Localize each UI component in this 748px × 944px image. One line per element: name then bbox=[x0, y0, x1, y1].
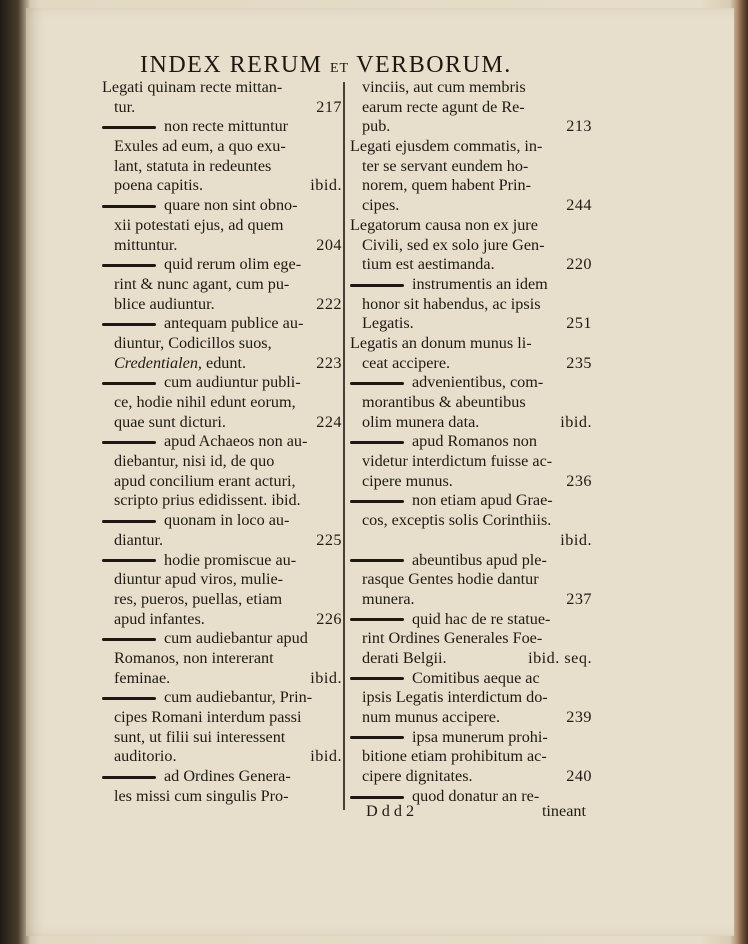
index-line-body bbox=[362, 117, 390, 137]
header-conjunction: ET bbox=[330, 61, 350, 76]
index-line-text: Legatis an donum munus li- bbox=[350, 333, 532, 352]
index-line bbox=[350, 570, 592, 590]
index-line-text: ad Ordines Genera- bbox=[164, 767, 291, 786]
index-line bbox=[102, 216, 342, 236]
page-reference: ibid. bbox=[310, 176, 342, 195]
page-footer bbox=[366, 802, 586, 821]
index-line bbox=[102, 629, 342, 649]
index-line-body bbox=[362, 649, 447, 669]
index-line bbox=[102, 531, 342, 551]
page-reference: 220 bbox=[566, 255, 592, 274]
index-line-body bbox=[362, 472, 453, 492]
index-line-body bbox=[114, 295, 215, 315]
index-line bbox=[350, 649, 592, 669]
index-line-text: Comitibus aeque ac bbox=[412, 668, 540, 687]
page-reference: 217 bbox=[316, 97, 342, 116]
index-line-text: pub. bbox=[362, 117, 391, 136]
index-line-body bbox=[362, 196, 399, 216]
index-line-text: scripto prius edidissent. ibid. bbox=[114, 491, 301, 510]
index-line-text: cipes. bbox=[362, 196, 400, 215]
index-line-text: les missi cum singulis Pro- bbox=[114, 786, 289, 805]
index-line bbox=[350, 255, 592, 275]
index-line-text: apud infantes. bbox=[114, 609, 205, 628]
index-line-text: hodie promiscue au- bbox=[164, 550, 297, 569]
index-line bbox=[350, 137, 592, 157]
index-line bbox=[102, 688, 342, 708]
index-line bbox=[102, 98, 342, 118]
index-line-text: cipes Romani interdum passi bbox=[114, 708, 302, 726]
page-reference: 224 bbox=[316, 412, 342, 431]
index-line-text: tium est aestimanda. bbox=[362, 255, 495, 274]
index-line-text: quid rerum olim ege- bbox=[164, 255, 302, 274]
ditto-dash bbox=[102, 776, 156, 779]
page-reference: 226 bbox=[316, 609, 342, 628]
index-line-text: non recte mittuntur bbox=[164, 117, 289, 136]
index-line-body bbox=[114, 531, 163, 551]
ditto-dash bbox=[102, 205, 156, 208]
index-line-text: ter se servant eundem ho- bbox=[362, 156, 529, 175]
index-line bbox=[102, 432, 342, 452]
ditto-dash bbox=[350, 382, 404, 385]
index-line-text: abeuntibus apud ple- bbox=[412, 550, 547, 569]
index-line-text: earum recte agunt de Re- bbox=[362, 97, 525, 116]
index-line-text: bitione etiam prohibitum ac- bbox=[362, 747, 547, 766]
index-line bbox=[102, 452, 342, 472]
ditto-dash bbox=[350, 618, 404, 621]
index-line bbox=[350, 78, 592, 98]
index-line-text: apud Romanos non bbox=[412, 432, 537, 451]
index-line bbox=[350, 728, 592, 748]
page-reference: 225 bbox=[316, 530, 342, 549]
index-line-text: rint & nunc agant, cum pu- bbox=[114, 274, 290, 293]
index-line-text: cum audiebantur, Prin- bbox=[164, 688, 313, 707]
index-line bbox=[350, 354, 592, 374]
page-reference: 223 bbox=[316, 353, 342, 372]
ditto-dash bbox=[102, 126, 156, 129]
ditto-dash bbox=[350, 736, 404, 739]
index-line bbox=[350, 767, 592, 787]
index-line-text: derati Belgii. bbox=[362, 648, 447, 667]
index-line-text: ce, hodie nihil edunt eorum, bbox=[114, 393, 296, 411]
index-line bbox=[102, 590, 342, 610]
index-line bbox=[102, 491, 342, 511]
index-line bbox=[102, 472, 342, 492]
index-line-text: apud Achaeos non au- bbox=[164, 432, 308, 451]
ditto-dash bbox=[102, 638, 156, 641]
index-line bbox=[102, 708, 342, 728]
index-line-text: munera. bbox=[362, 589, 415, 608]
index-line-text: auditorio. bbox=[114, 747, 177, 766]
index-line bbox=[102, 334, 342, 354]
index-line-text: Legatorum causa non ex jure bbox=[350, 215, 538, 234]
index-line bbox=[102, 255, 342, 275]
index-line bbox=[102, 728, 342, 748]
index-line-text: mittuntur. bbox=[114, 235, 178, 254]
index-column-right bbox=[350, 78, 592, 806]
page-right-edge bbox=[736, 0, 748, 944]
index-line bbox=[102, 236, 342, 256]
index-line-text: tur. bbox=[114, 97, 136, 116]
index-line bbox=[350, 157, 592, 177]
page-reference: 222 bbox=[316, 294, 342, 313]
index-line-text: advenientibus, com- bbox=[412, 373, 544, 392]
ditto-dash bbox=[350, 559, 404, 562]
index-line bbox=[350, 236, 592, 256]
index-line bbox=[350, 590, 592, 610]
index-line bbox=[102, 393, 342, 413]
page-reference: 213 bbox=[566, 117, 592, 136]
index-line bbox=[102, 78, 342, 98]
index-line bbox=[350, 531, 592, 551]
page-reference: ibid. bbox=[310, 747, 342, 766]
header-main: INDEX RERUM bbox=[140, 52, 323, 78]
page-reference: ibid. bbox=[310, 668, 342, 687]
page-reference: 204 bbox=[316, 235, 342, 254]
index-line bbox=[102, 649, 342, 669]
ditto-dash bbox=[102, 441, 156, 444]
index-line-text: cum audiuntur publi- bbox=[164, 373, 301, 392]
ditto-dash bbox=[350, 500, 404, 503]
index-line bbox=[102, 511, 342, 531]
page-reference: 240 bbox=[566, 767, 592, 786]
index-line-text: diebantur, nisi id, de quo bbox=[114, 452, 275, 471]
ditto-dash bbox=[102, 382, 156, 385]
index-line bbox=[350, 688, 592, 708]
index-line-text: quonam in loco au- bbox=[164, 511, 290, 530]
index-line-text: quod donatur an re- bbox=[412, 786, 540, 805]
index-line-text: Exules ad eum, a quo exu- bbox=[114, 137, 286, 156]
index-line-text: xii potestati ejus, ad quem bbox=[114, 215, 284, 234]
index-line-text: rint Ordines Generales Foe- bbox=[362, 629, 543, 648]
ditto-dash bbox=[350, 796, 404, 799]
index-line-text: sunt, ut filii sui interessent bbox=[114, 727, 286, 746]
index-line bbox=[350, 551, 592, 571]
index-line bbox=[350, 314, 592, 334]
page-reference: ibid. bbox=[560, 530, 592, 549]
index-line-text: Legati ejusdem commatis, in- bbox=[350, 137, 543, 156]
index-line-body bbox=[362, 354, 450, 374]
index-line-body bbox=[114, 413, 226, 433]
index-line-text: antequam publice au- bbox=[164, 314, 304, 333]
index-line-text: norem, quem habent Prin- bbox=[362, 176, 532, 195]
index-line bbox=[350, 295, 592, 315]
index-line-body bbox=[114, 747, 177, 767]
index-line-text: diuntur apud viros, mulie- bbox=[114, 570, 284, 589]
index-line bbox=[102, 570, 342, 590]
index-line-text: vinciis, aut cum membris bbox=[362, 78, 526, 96]
index-line bbox=[350, 176, 592, 196]
index-line-text: lant, statuta in redeuntes bbox=[114, 156, 272, 175]
index-line-body bbox=[114, 236, 177, 256]
ditto-dash bbox=[102, 323, 156, 326]
page-reference: ibid. seq. bbox=[528, 648, 592, 667]
ditto-dash bbox=[102, 520, 156, 523]
index-line bbox=[102, 117, 342, 137]
index-line bbox=[350, 216, 592, 236]
index-line bbox=[102, 373, 342, 393]
index-line bbox=[350, 334, 592, 354]
index-line-text: quid hac de re statue- bbox=[412, 609, 551, 628]
signature-mark: D d d 2 bbox=[366, 802, 415, 820]
index-line-text: videtur interdictum fuisse ac- bbox=[362, 452, 553, 471]
page-reference: 235 bbox=[566, 353, 592, 372]
index-line-text: Civili, sed ex solo jure Gen- bbox=[362, 235, 545, 254]
index-line-text: Legatis. bbox=[362, 314, 414, 333]
column-divider bbox=[343, 82, 345, 810]
index-line bbox=[350, 117, 592, 137]
index-line bbox=[102, 747, 342, 767]
index-column-left bbox=[102, 78, 342, 806]
page-reference: 237 bbox=[566, 589, 592, 608]
ditto-dash bbox=[102, 264, 156, 267]
index-line-text: poena capitis. bbox=[114, 176, 203, 195]
ditto-dash bbox=[102, 559, 156, 562]
index-line-body bbox=[114, 176, 203, 196]
index-line bbox=[350, 669, 592, 689]
index-line bbox=[102, 669, 342, 689]
index-line-text: cipere dignitates. bbox=[362, 767, 473, 786]
index-line-text: quae sunt dicturi. bbox=[114, 412, 226, 431]
index-line bbox=[102, 137, 342, 157]
index-line-text: instrumentis an idem bbox=[412, 274, 548, 293]
index-line-text: olim munera data. bbox=[362, 412, 480, 431]
index-line bbox=[102, 610, 342, 630]
index-line bbox=[350, 275, 592, 295]
index-line-text: cum audiebantur apud bbox=[164, 629, 308, 648]
index-line-text: ipsis Legatis interdictum do- bbox=[362, 688, 548, 707]
page-reference: 239 bbox=[566, 708, 592, 726]
index-line-text: res, pueros, puellas, etiam bbox=[114, 589, 283, 608]
index-line-text: morantibus & abeuntibus bbox=[362, 393, 526, 411]
index-line bbox=[102, 295, 342, 315]
running-header bbox=[140, 52, 560, 79]
index-line bbox=[102, 413, 342, 433]
index-line-body bbox=[362, 708, 500, 728]
index-line-text: quare non sint obno- bbox=[164, 196, 298, 215]
index-line-text: diantur. bbox=[114, 530, 164, 549]
index-line bbox=[350, 432, 592, 452]
page-reference: 251 bbox=[566, 314, 592, 333]
catchword: tineant bbox=[541, 802, 586, 820]
index-line-body bbox=[362, 314, 414, 334]
index-line bbox=[102, 157, 342, 177]
index-line-text: diuntur, Codicillos suos, bbox=[114, 333, 272, 352]
index-line-body bbox=[114, 669, 170, 689]
index-line bbox=[350, 610, 592, 630]
index-line-body bbox=[114, 354, 246, 374]
index-line-text: non etiam apud Grae- bbox=[412, 491, 553, 510]
index-line-text: ceat accipere. bbox=[362, 353, 451, 372]
index-line bbox=[350, 413, 592, 433]
index-line bbox=[350, 373, 592, 393]
index-line bbox=[350, 491, 592, 511]
index-line bbox=[102, 275, 342, 295]
index-line-text: cos, exceptis solis Corinthiis. bbox=[362, 511, 552, 530]
index-line bbox=[102, 354, 342, 374]
index-line-body bbox=[362, 590, 415, 610]
index-line-text: num munus accipere. bbox=[362, 708, 500, 726]
index-line bbox=[102, 196, 342, 216]
index-line-text: Romanos, non intererant bbox=[114, 648, 274, 667]
page-reference: ibid. bbox=[560, 412, 592, 431]
index-line bbox=[102, 767, 342, 787]
index-line-text: Credentialen, bbox=[114, 353, 202, 372]
ditto-dash bbox=[350, 441, 404, 444]
index-line bbox=[350, 511, 592, 531]
index-line bbox=[350, 708, 592, 728]
index-line-text: feminae. bbox=[114, 668, 171, 687]
index-line bbox=[350, 472, 592, 492]
index-line-text: honor sit habendus, ac ipsis bbox=[362, 294, 541, 313]
index-line bbox=[350, 98, 592, 118]
index-line bbox=[350, 452, 592, 472]
index-line-body bbox=[362, 767, 473, 787]
index-line-text: rasque Gentes hodie dantur bbox=[362, 570, 539, 589]
index-line-body bbox=[114, 610, 205, 630]
index-line bbox=[350, 393, 592, 413]
index-line-body bbox=[362, 413, 479, 433]
index-line-body bbox=[114, 98, 135, 118]
index-line bbox=[102, 787, 342, 807]
index-line bbox=[350, 196, 592, 216]
index-line bbox=[102, 176, 342, 196]
index-line-text: cipere munus. bbox=[362, 471, 453, 490]
index-line bbox=[350, 629, 592, 649]
index-line-text: apud concilium erant acturi, bbox=[114, 471, 296, 490]
page-reference: 244 bbox=[566, 196, 592, 215]
index-line-text: ipsa munerum prohi- bbox=[412, 727, 548, 746]
index-line bbox=[350, 747, 592, 767]
page-reference: 236 bbox=[566, 471, 592, 490]
index-line-text: Legati quinam recte mittan- bbox=[102, 78, 283, 96]
ditto-dash bbox=[102, 697, 156, 700]
ditto-dash bbox=[350, 284, 404, 287]
index-line bbox=[102, 551, 342, 571]
header-end: VERBORUM. bbox=[356, 52, 512, 78]
index-line bbox=[102, 314, 342, 334]
ditto-dash bbox=[350, 677, 404, 680]
index-line-text: blice audiuntur. bbox=[114, 294, 215, 313]
index-line-body bbox=[362, 255, 495, 275]
index-line-text-cont: edunt. bbox=[201, 353, 247, 372]
